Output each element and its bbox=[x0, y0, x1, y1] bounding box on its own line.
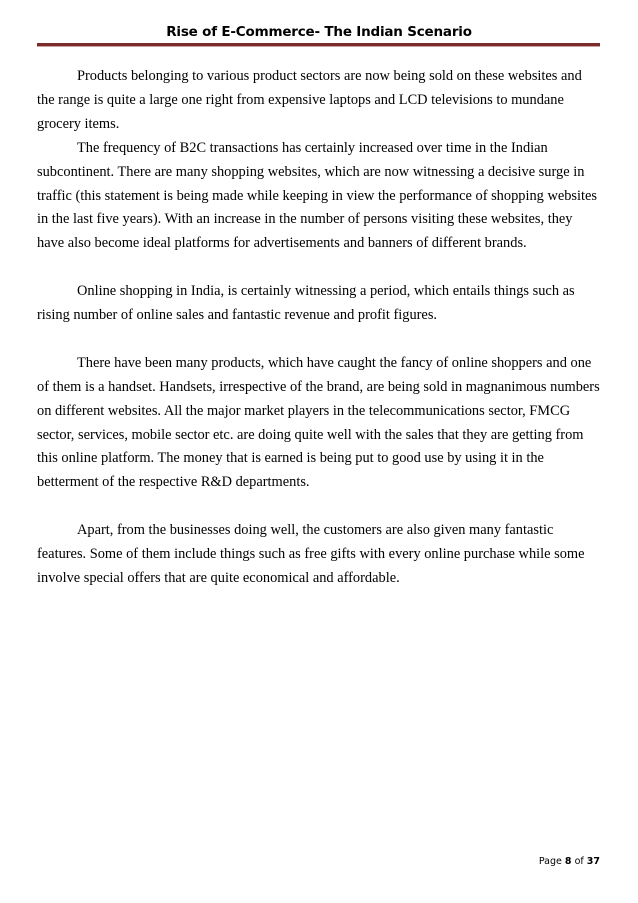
paragraph-online-shopping-india: Online shopping in India, is certainly witnessing a period, which entails things such as rising number of online sales and fantastic revenue and profit figures. bbox=[37, 283, 575, 324]
header-divider bbox=[37, 43, 600, 47]
document-body bbox=[37, 65, 600, 591]
running-header-title: Rise of E-Commerce- The Indian Scenario bbox=[166, 24, 472, 40]
page-number: 8 bbox=[564, 856, 572, 867]
total-pages: 37 bbox=[586, 856, 600, 867]
paragraph-b2c-frequency: The frequency of B2C transactions has certainly increased over time in the Indian subcontinent. There are many shopping websites, which are now witnessing a decisive surge in traffic (this statement is being made while keeping in view the performance of shopping websites in the last five years). With an increase in the number of persons visiting these websites, they have also become ideal platforms for advertisements and banners of different brands. bbox=[37, 139, 598, 252]
page-label: Page bbox=[538, 856, 562, 867]
paragraph-product-sectors: Products belonging to various product sectors are now being sold on these websites and the range is quite a large one right from expensive laptops and LCD televisions to mundane grocery items. bbox=[37, 68, 582, 132]
page-footer bbox=[539, 856, 600, 867]
of-label: of bbox=[574, 856, 584, 867]
paragraph-customer-features: Apart, from the businesses doing well, the customers are also given many fantastic features. Some of them include things such as free gifts with every online purchase while some involve special offers that are quite economical and affordable. bbox=[37, 522, 585, 586]
paragraph-handsets: There have been many products, which have caught the fancy of online shoppers and one of them is a handset. Handsets, irrespective of the brand, are being sold in magnanimous numbers on different websites. All the major market players in the telecommunications sector, FMCG sector, services, mobile sector etc. are doing quite well with the sales that they are getting from this online platform. The money that is earned is being put to good use by using it in the betterment of the respective R&D departments. bbox=[37, 354, 600, 491]
